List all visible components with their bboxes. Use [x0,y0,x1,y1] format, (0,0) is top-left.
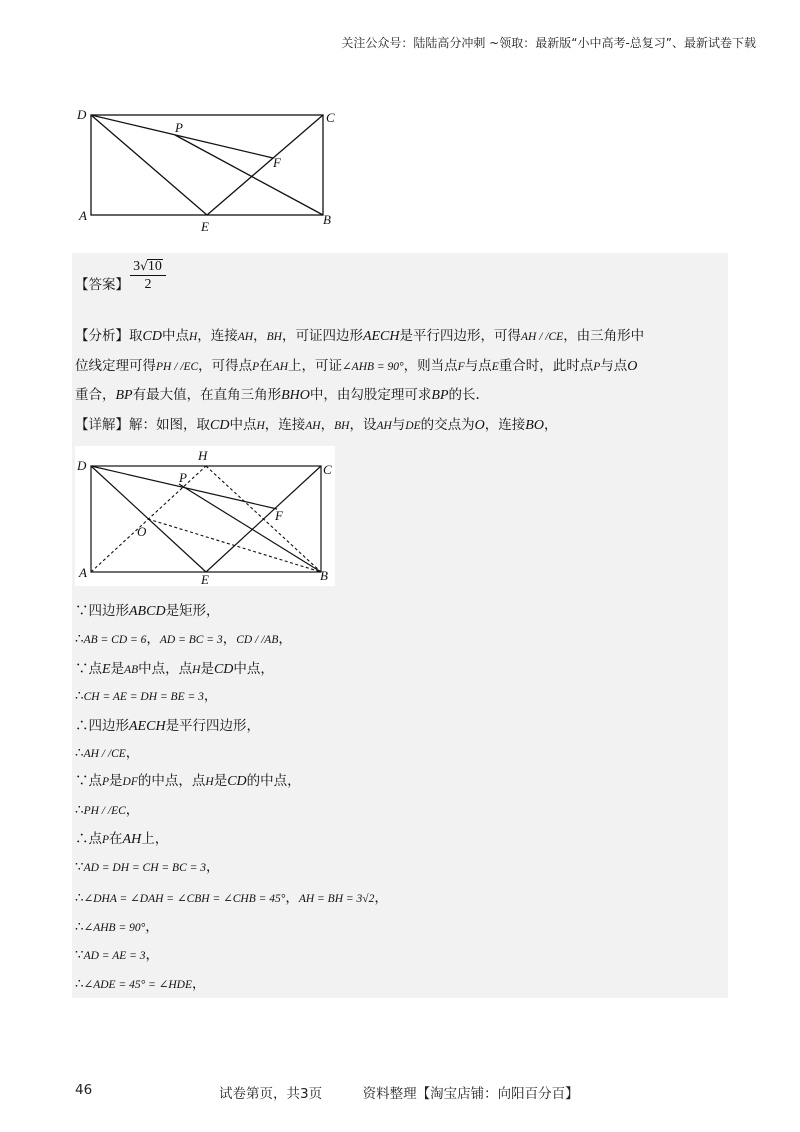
analysis-line-2: 位线定理可得PH / /EC，可得点P在AH上，可证∠AHB = 90°，则当点F与点E重合时，此时点P与点O [75,358,638,374]
answer-denominator: 2 [144,277,152,292]
answer-radicand: 10 [147,259,162,274]
label-e: E [201,219,209,234]
label-a-2: A [79,565,87,580]
figure-2-svg [75,446,335,586]
rect-abcd [91,115,323,215]
step-11: ∴∠DHA = ∠DAH = ∠CBH = ∠CHB = 45°，AH = BH = 3√2， [75,890,388,906]
analysis-line-1: 【分析】取CD中点H，连接AH，BH，可证四边形AECH是平行四边形，可得AH / /CE，由三角形中 [75,328,645,344]
label-d: D [77,107,87,122]
step-5: ∴四边形AECH是平行四边形， [75,718,261,734]
label-d-2: D [77,458,87,473]
label-o-2: O [137,524,147,539]
footer-text: 试卷第页，共3页 资料整理【淘宝店铺：向阳百分百】 [219,1086,579,1102]
step-1: ∵四边形ABCD是矩形， [75,603,220,619]
segment-pb [175,135,323,215]
label-p: P [175,120,183,135]
sqrt-symbol: √ [140,259,148,273]
label-e-2: E [201,572,209,586]
step-10: ∵AD = DH = CH = BC = 3， [75,859,220,875]
label-b-2: B [320,568,328,583]
figure-rectangle-1 [75,105,345,235]
analysis-line-3: 重合，BP有最大值，在直角三角形BHO中，由勾股定理可求BP的长. [75,387,480,403]
label-p-2: P [179,470,187,485]
page-header: 关注公众号：陆陆高分冲刺 ~领取：最新版“小中高考-总复习”、最新试卷下载 [341,36,756,50]
label-h-2: H [198,448,208,463]
step-2: ∴AB = CD = 6，AD = BC = 3，CD / /AB， [75,631,292,647]
page-number: 46 [75,1082,93,1098]
step-4: ∴CH = AE = DH = BE = 3， [75,688,218,704]
label-f-2: F [275,508,283,523]
step-14: ∴∠ADE = 45° = ∠HDE， [75,976,206,992]
segment-ob-dashed [148,519,321,572]
step-13: ∵AD = AE = 3， [75,947,160,963]
label-c: C [326,110,335,125]
step-8: ∴PH / /EC， [75,802,140,818]
step-7: ∵点P是DF的中点，点H是CD的中点， [75,773,301,789]
detail-intro: 【详解】解：如图，取CD中点H，连接AH，BH，设AH与DE的交点为O，连接BO， [75,417,558,433]
segment-pb-2 [179,484,321,572]
figure-rectangle-2 [75,446,335,586]
answer-coef: 3 [133,259,141,274]
label-b: B [323,212,331,227]
step-12: ∴∠AHB = 90°， [75,919,159,935]
label-f: F [273,155,281,170]
answer-label: 【答案】 [75,277,129,293]
segment-ec [207,115,323,215]
step-3: ∵点E是AB中点，点H是CD中点， [75,661,274,677]
step-9: ∴点P在AH上， [75,831,169,847]
rect-abcd-2 [91,466,321,572]
label-a: A [79,208,87,223]
step-6: ∴AH / /CE， [75,745,140,761]
label-c-2: C [323,462,332,477]
segment-de [91,115,207,215]
figure-1-svg [75,105,345,235]
answer-fraction [130,258,166,293]
